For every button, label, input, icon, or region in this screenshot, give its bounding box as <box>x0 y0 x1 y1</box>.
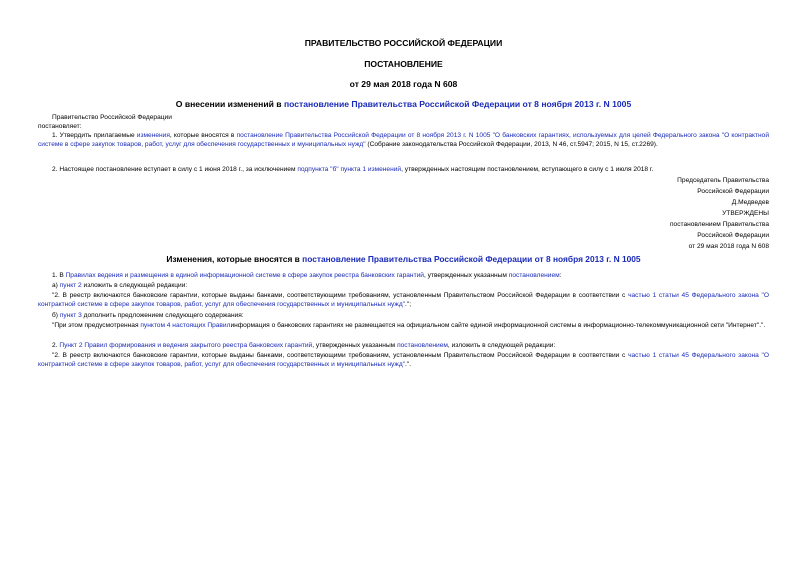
item1-text-c: (Собрание законодательства Российской Федерации, 2013, N 46, ст.5947; 2015, N 15, ст.2269). <box>365 140 658 148</box>
preamble-line-2: постановляет: <box>38 123 82 130</box>
paragraph-item-2 <box>52 166 653 175</box>
quote1-link-law[interactable]: частью 1 статьи 45 Федерального закона "О контрактной системе в сфере закупок товаров, работ, услуг для обеспечения государственных и муниципальных нужд" <box>38 292 769 308</box>
change-item-2 <box>52 342 555 351</box>
change2-text-c: , изложить в следующей редакции: <box>447 342 556 349</box>
quote1-text-a: "2. В реестр включаются банковские гарантии, которые выданы банками, соответствующими требованиям, установленным Правительством Российской Федерации в соответствии с <box>52 292 629 299</box>
quote2-text-b: информация о банковских гарантиях не размещается на официальном сайте единой информационной системы в информационно-телекоммуникационной сети "Интернет".". <box>230 322 766 329</box>
document-type: ПОСТАНОВЛЕНИЕ <box>364 59 443 69</box>
signature-name: Д.Медведев <box>731 199 769 206</box>
change2-link-rules[interactable]: Пункт 2 Правил формирования и ведения закрытого реестра банковских гарантий <box>59 342 313 349</box>
change1-link-rules[interactable]: Правилах ведения и размещения в единой информационной системе в сфере закупок реестра банковских гарантий <box>65 272 424 279</box>
subitem-a-prefix: а) <box>52 282 60 289</box>
change2-text-a: 2. <box>52 342 60 349</box>
change-item-1 <box>52 272 562 281</box>
subitem-b <box>52 312 244 321</box>
signature-org: Российской Федерации <box>697 188 769 195</box>
title-prefix: О внесении изменений в <box>175 99 284 109</box>
change1-text-c: : <box>559 272 562 279</box>
item2-link[interactable]: подпункта "б" пункта 1 изменений <box>297 166 402 173</box>
changes-title-link[interactable]: постановление Правительства Российской Федерации от 8 ноября 2013 г. N 1005 <box>302 254 641 264</box>
item1-link-resolution[interactable]: постановление Правительства Российской Федерации от 8 ноября 2013 г. N 1005 "О банковских гарантиях, используемых для целей Федерального закона "О контрактной системе в сфере закупок товаров, работ, услуг для обеспечения государственных и муниципальных нужд" <box>38 132 770 148</box>
change1-link-resolution[interactable]: постановлением <box>508 272 560 279</box>
subitem-b-prefix: б) <box>52 312 60 319</box>
item1-link-changes[interactable]: изменения <box>136 132 170 139</box>
document-title <box>0 99 807 109</box>
approved-date: от 29 мая 2018 года N 608 <box>688 243 769 250</box>
quote2-text-a: "При этом предусмотренная <box>52 322 141 329</box>
subitem-b-link[interactable]: пункт 3 <box>59 312 82 319</box>
item1-text-a: 1. Утвердить прилагаемые <box>52 132 137 139</box>
approved-label: УТВЕРЖДЕНЫ <box>722 210 769 217</box>
approved-by: постановлением Правительства <box>669 221 769 228</box>
preamble-line-1: Правительство Российской Федерации <box>52 114 172 121</box>
change2-text-b: , утвержденных указанным <box>312 342 398 349</box>
change2-link-resolution[interactable]: постановлением <box>397 342 448 349</box>
item2-text-a: 2. Настоящее постановление вступает в силу с 1 июня 2018 г., за исключением <box>52 166 298 173</box>
subitem-a-text: изложить в следующей редакции: <box>81 282 188 289</box>
quote3-link-law[interactable]: частью 1 статьи 45 Федерального закона "О контрактной системе в сфере закупок товаров, работ, услуг для обеспечения государственных и муниципальных нужд" <box>38 352 769 368</box>
quote-3 <box>38 352 769 369</box>
quote3-text-a: "2. В реестр включаются банковские гарантии, которые выданы банками, соответствующими требованиям, установленным Правительством Российской Федерации в соответствии с <box>52 352 629 359</box>
quote1-text-b: ."; <box>405 300 412 308</box>
quote-2 <box>38 322 769 331</box>
title-link[interactable]: постановление Правительства Российской Федерации от 8 ноября 2013 г. N 1005 <box>283 99 632 109</box>
change1-text-b: , утвержденных указанным <box>423 272 509 279</box>
changes-title <box>0 254 807 264</box>
subitem-a-link[interactable]: пункт 2 <box>59 282 82 289</box>
document-date: от 29 мая 2018 года N 608 <box>349 79 458 89</box>
approved-org: Российской Федерации <box>697 232 769 239</box>
item2-text-b: , утвержденных настоящим постановлением, вступающего в силу с 1 июля 2018 г. <box>401 166 654 173</box>
change1-text-a: 1. В <box>52 272 66 279</box>
quote3-text-b: .". <box>405 360 412 368</box>
changes-title-prefix: Изменения, которые вносятся в <box>166 254 303 264</box>
paragraph-item-1 <box>38 132 769 149</box>
item1-text-b: , которые вносятся в <box>169 132 237 139</box>
quote-1 <box>38 292 769 309</box>
government-heading: ПРАВИТЕЛЬСТВО РОССИЙСКОЙ ФЕДЕРАЦИИ <box>304 38 503 48</box>
signature-position: Председатель Правительства <box>677 177 769 184</box>
subitem-a <box>52 282 187 291</box>
quote2-link-rules[interactable]: пунктом 4 настоящих Правил <box>140 322 231 329</box>
subitem-b-text: дополнить предложением следующего содержания: <box>81 312 244 319</box>
